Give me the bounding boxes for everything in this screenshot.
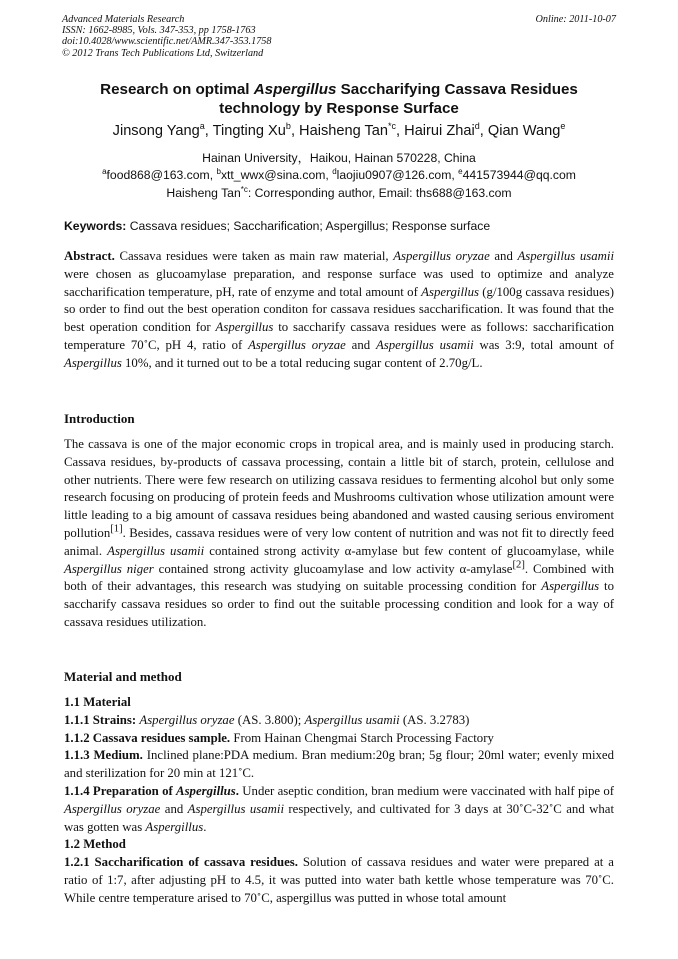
author-name: Jinsong Yang xyxy=(112,123,200,139)
author-name: Qian Wang xyxy=(487,123,561,139)
corresponding-author: Haisheng Tan$^{*c}$: Corresponding author, Email: ths688@163.com xyxy=(166,184,512,200)
issn: ISSN: 1662-8985, Vols. 347-353, pp 1758-1763 xyxy=(62,25,256,37)
doi: doi:10.4028/www.scientific.net/AMR.347-353.1758 xyxy=(62,36,272,48)
author-name: Hairui Zhai xyxy=(404,123,475,139)
abstract: Abstract. Cassava residues were taken as main raw material, Aspergillus oryzae and Aspergillus usamii were chosen as glucoamylase preparation, and response surface was used to optimize and analyze saccharification temperature, pH, rate of enzyme and total amount of Aspergillus (g/100g cassava residues) so order to find out the best operation conditon for cassava residues saccharification. It was found that the best operation condition for Aspergillus to saccharify cassava residues were as follows: saccharification temperature 70˚C, pH 4, ratio of Aspergillus oryzae and Aspergillus usamii was 3:9, total amount of Aspergillus 10%, and it turned out to be a total reducing sugar content of 2.70g/L. xyxy=(64,249,615,370)
affiliation: Hainan University，Haikou, Hainan 570228, China xyxy=(202,151,476,165)
author-list: Jinsong Yang$^a$, Tingting Xu$^b$, Haisheng Tan$^{*c}$, Hairui Zhai$^d$, Qian Wang$^e$ xyxy=(112,121,566,139)
journal-name: Advanced Materials Research xyxy=(62,14,185,25)
introduction-body: The cassava is one of the major economic crops in tropical area, and is mainly used in producing starch. Cassava residues, by-products of cassava processing, contain a little bit of starch, protein, cellulose and other nutrients. There were few research on utilizing cassava residues to fermenting alcohol but only some research focusing on producing of protein feeds and Mushrooms cultivation whose utilization amount were little leading to a big amount of cassava residues being abandoned and wasted causing serious enviroment pollution[1]. Besides, cassava residues were of very low content of nutrition and was not fit to directly feed animal. Aspergillus usamii contained strong activity α-amylase but few content of glucoamylase, while Aspergillus niger contained strong activity glucoamylase and low activity α-amylase[2]. Combined with both of their advantages, this research was studying on suitable processing condition for Aspergillus to saccharify cassava residues so order to find out the suitable processing condition and look for a way of cassava residues utilization. xyxy=(64,437,615,629)
methods-heading: Material and method xyxy=(64,669,182,684)
paper-title: Research on optimal Aspergillus Saccharifying Cassava Residues technology by Response Surface xyxy=(100,81,578,117)
copyright: © 2012 Trans Tech Publications Ltd, Switzerland xyxy=(62,47,264,59)
journal-header xyxy=(62,14,616,59)
online-date: Online: 2011-10-07 xyxy=(535,14,616,25)
introduction-heading: Introduction xyxy=(64,411,135,426)
author-name: Tingting Xu xyxy=(212,123,286,139)
methods-body: 1.1 Material 1.1.1 Strains: Aspergillus oryzae (AS. 3.800); Aspergillus usamii (AS. 3.2783) 1.1.2 Cassava residues sample. From Hainan Chengmai Starch Processing Factory 1.1.3 Medium. Inclined plane:PDA medium. Bran medium:20g bran; 5g flour; 20ml water; evenly mixed and sterilization for 20 min at 121˚C. 1.1.4 Preparation of Aspergillus. Under aseptic condition, bran medium were vaccinated with half pipe of Aspergillus oryzae and Aspergillus usamii respectively, and cultivated for 3 days at 30˚C-32˚C and what was gotten was Aspergillus. 1.2 Method 1.2.1 Saccharification of cassava residues. Solution of cassava residues and water were prepared at a ratio of 1:7, after adjusting pH to 4.5, it was putted into water bath kettle whose temperature was 70˚C. While centre temperature arised to 70˚C, aspergillus was putted in whose total amount xyxy=(64,695,614,905)
abstract-text: Cassava residues were taken as main raw material, Aspergillus oryzae and Aspergillus usamii were chosen as glucoamylase preparation, and response surface was used to optimize and analyze saccharification temperature, pH, rate of enzyme and total amount of Aspergillus (g/100g cassava residues) so order to find out the best operation conditon for cassava residues saccharification. It was found that the best operation condition for Aspergillus to saccharify cassava residues were as follows: saccharification temperature 70˚C, pH 4, ratio of Aspergillus oryzae and Aspergillus usamii was 3:9, total amount of Aspergillus 10%, and it turned out to be a total reducing sugar content of 2.70g/L. xyxy=(64,249,615,370)
author-emails: $^a$food868@163.com, $^b$xtt_wwx@sina.com, $^d$laojiu0907@126.com, $^e$441573944@qq.com xyxy=(102,166,576,182)
author-name: Haisheng Tan xyxy=(299,123,389,139)
keywords: Keywords: Cassava residues; Saccharification; Aspergillus; Response surface xyxy=(64,219,491,233)
